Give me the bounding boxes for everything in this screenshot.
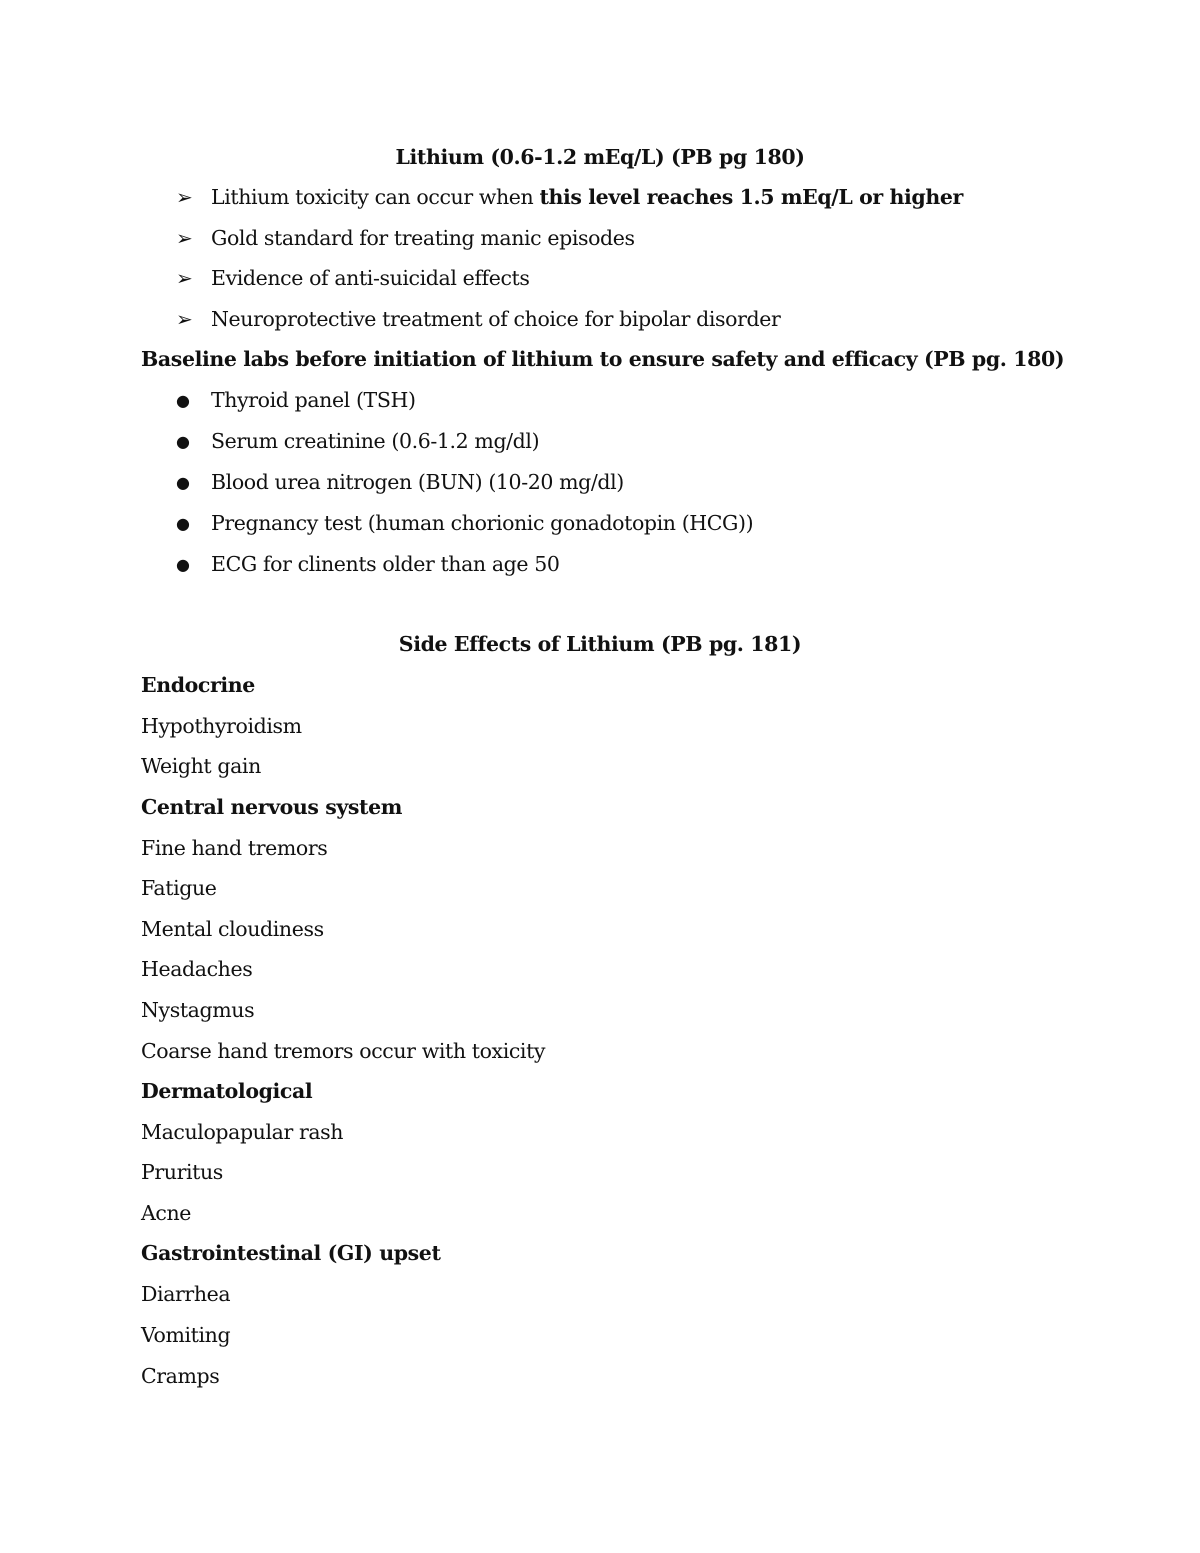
- side-effect-item: Fatigue: [141, 876, 217, 900]
- baseline-item: ● Thyroid panel (TSH): [176, 388, 416, 412]
- side-effect-item: Weight gain: [141, 754, 261, 778]
- section-heading-dermatological: Dermatological: [141, 1079, 313, 1103]
- baseline-item: ● ECG for clinents older than age 50: [176, 552, 560, 576]
- arrowhead-bullet-icon: ➢: [176, 185, 193, 209]
- arrowhead-bullet-icon: ➢: [176, 266, 193, 290]
- side-effect-item: Headaches: [141, 957, 253, 981]
- lithium-item: ➢ Neuroprotective treatment of choice for bipolar disorder: [176, 307, 781, 331]
- side-effect-item: Vomiting: [141, 1323, 231, 1347]
- baseline-item: ● Serum creatinine (0.6-1.2 mg/dl): [176, 429, 540, 453]
- baseline-item: ● Pregnancy test (human chorionic gonadotopin (HCG)): [176, 511, 754, 535]
- section-heading-cns: Central nervous system: [141, 795, 403, 819]
- arrowhead-bullet-icon: ➢: [176, 226, 193, 250]
- side-effect-item: Hypothyroidism: [141, 714, 302, 738]
- round-bullet-icon: ●: [176, 555, 190, 574]
- baseline-heading: Baseline labs before initiation of lithium to ensure safety and efficacy (PB pg. 180): [141, 347, 1065, 371]
- baseline-item: ● Blood urea nitrogen (BUN) (10-20 mg/dl): [176, 470, 624, 494]
- round-bullet-icon: ●: [176, 514, 190, 533]
- lithium-item: ➢ Gold standard for treating manic episodes: [176, 226, 635, 250]
- lithium-title: Lithium (0.6-1.2 mEq/L) (PB pg 180): [395, 145, 805, 169]
- side-effect-item: Cramps: [141, 1364, 220, 1388]
- side-effect-item: Mental cloudiness: [141, 917, 324, 941]
- section-heading-gi: Gastrointestinal (GI) upset: [141, 1241, 441, 1265]
- arrowhead-bullet-icon: ➢: [176, 307, 193, 331]
- side-effect-item: Pruritus: [141, 1160, 223, 1184]
- side-effects-title: Side Effects of Lithium (PB pg. 181): [398, 632, 802, 656]
- round-bullet-icon: ●: [176, 473, 190, 492]
- side-effect-item: Acne: [141, 1201, 192, 1225]
- side-effect-item: Diarrhea: [141, 1282, 231, 1306]
- lithium-item: ➢ Lithium toxicity can occur when this level reaches 1.5 mEq/L or higher: [176, 185, 963, 209]
- side-effect-item: Maculopapular rash: [141, 1120, 344, 1144]
- round-bullet-icon: ●: [176, 391, 190, 410]
- side-effect-item: Coarse hand tremors occur with toxicity: [141, 1039, 546, 1063]
- round-bullet-icon: ●: [176, 432, 190, 451]
- lithium-item: ➢ Evidence of anti-suicidal effects: [176, 266, 530, 290]
- section-heading-endocrine: Endocrine: [141, 673, 255, 697]
- side-effect-item: Fine hand tremors: [141, 836, 328, 860]
- side-effect-item: Nystagmus: [141, 998, 255, 1022]
